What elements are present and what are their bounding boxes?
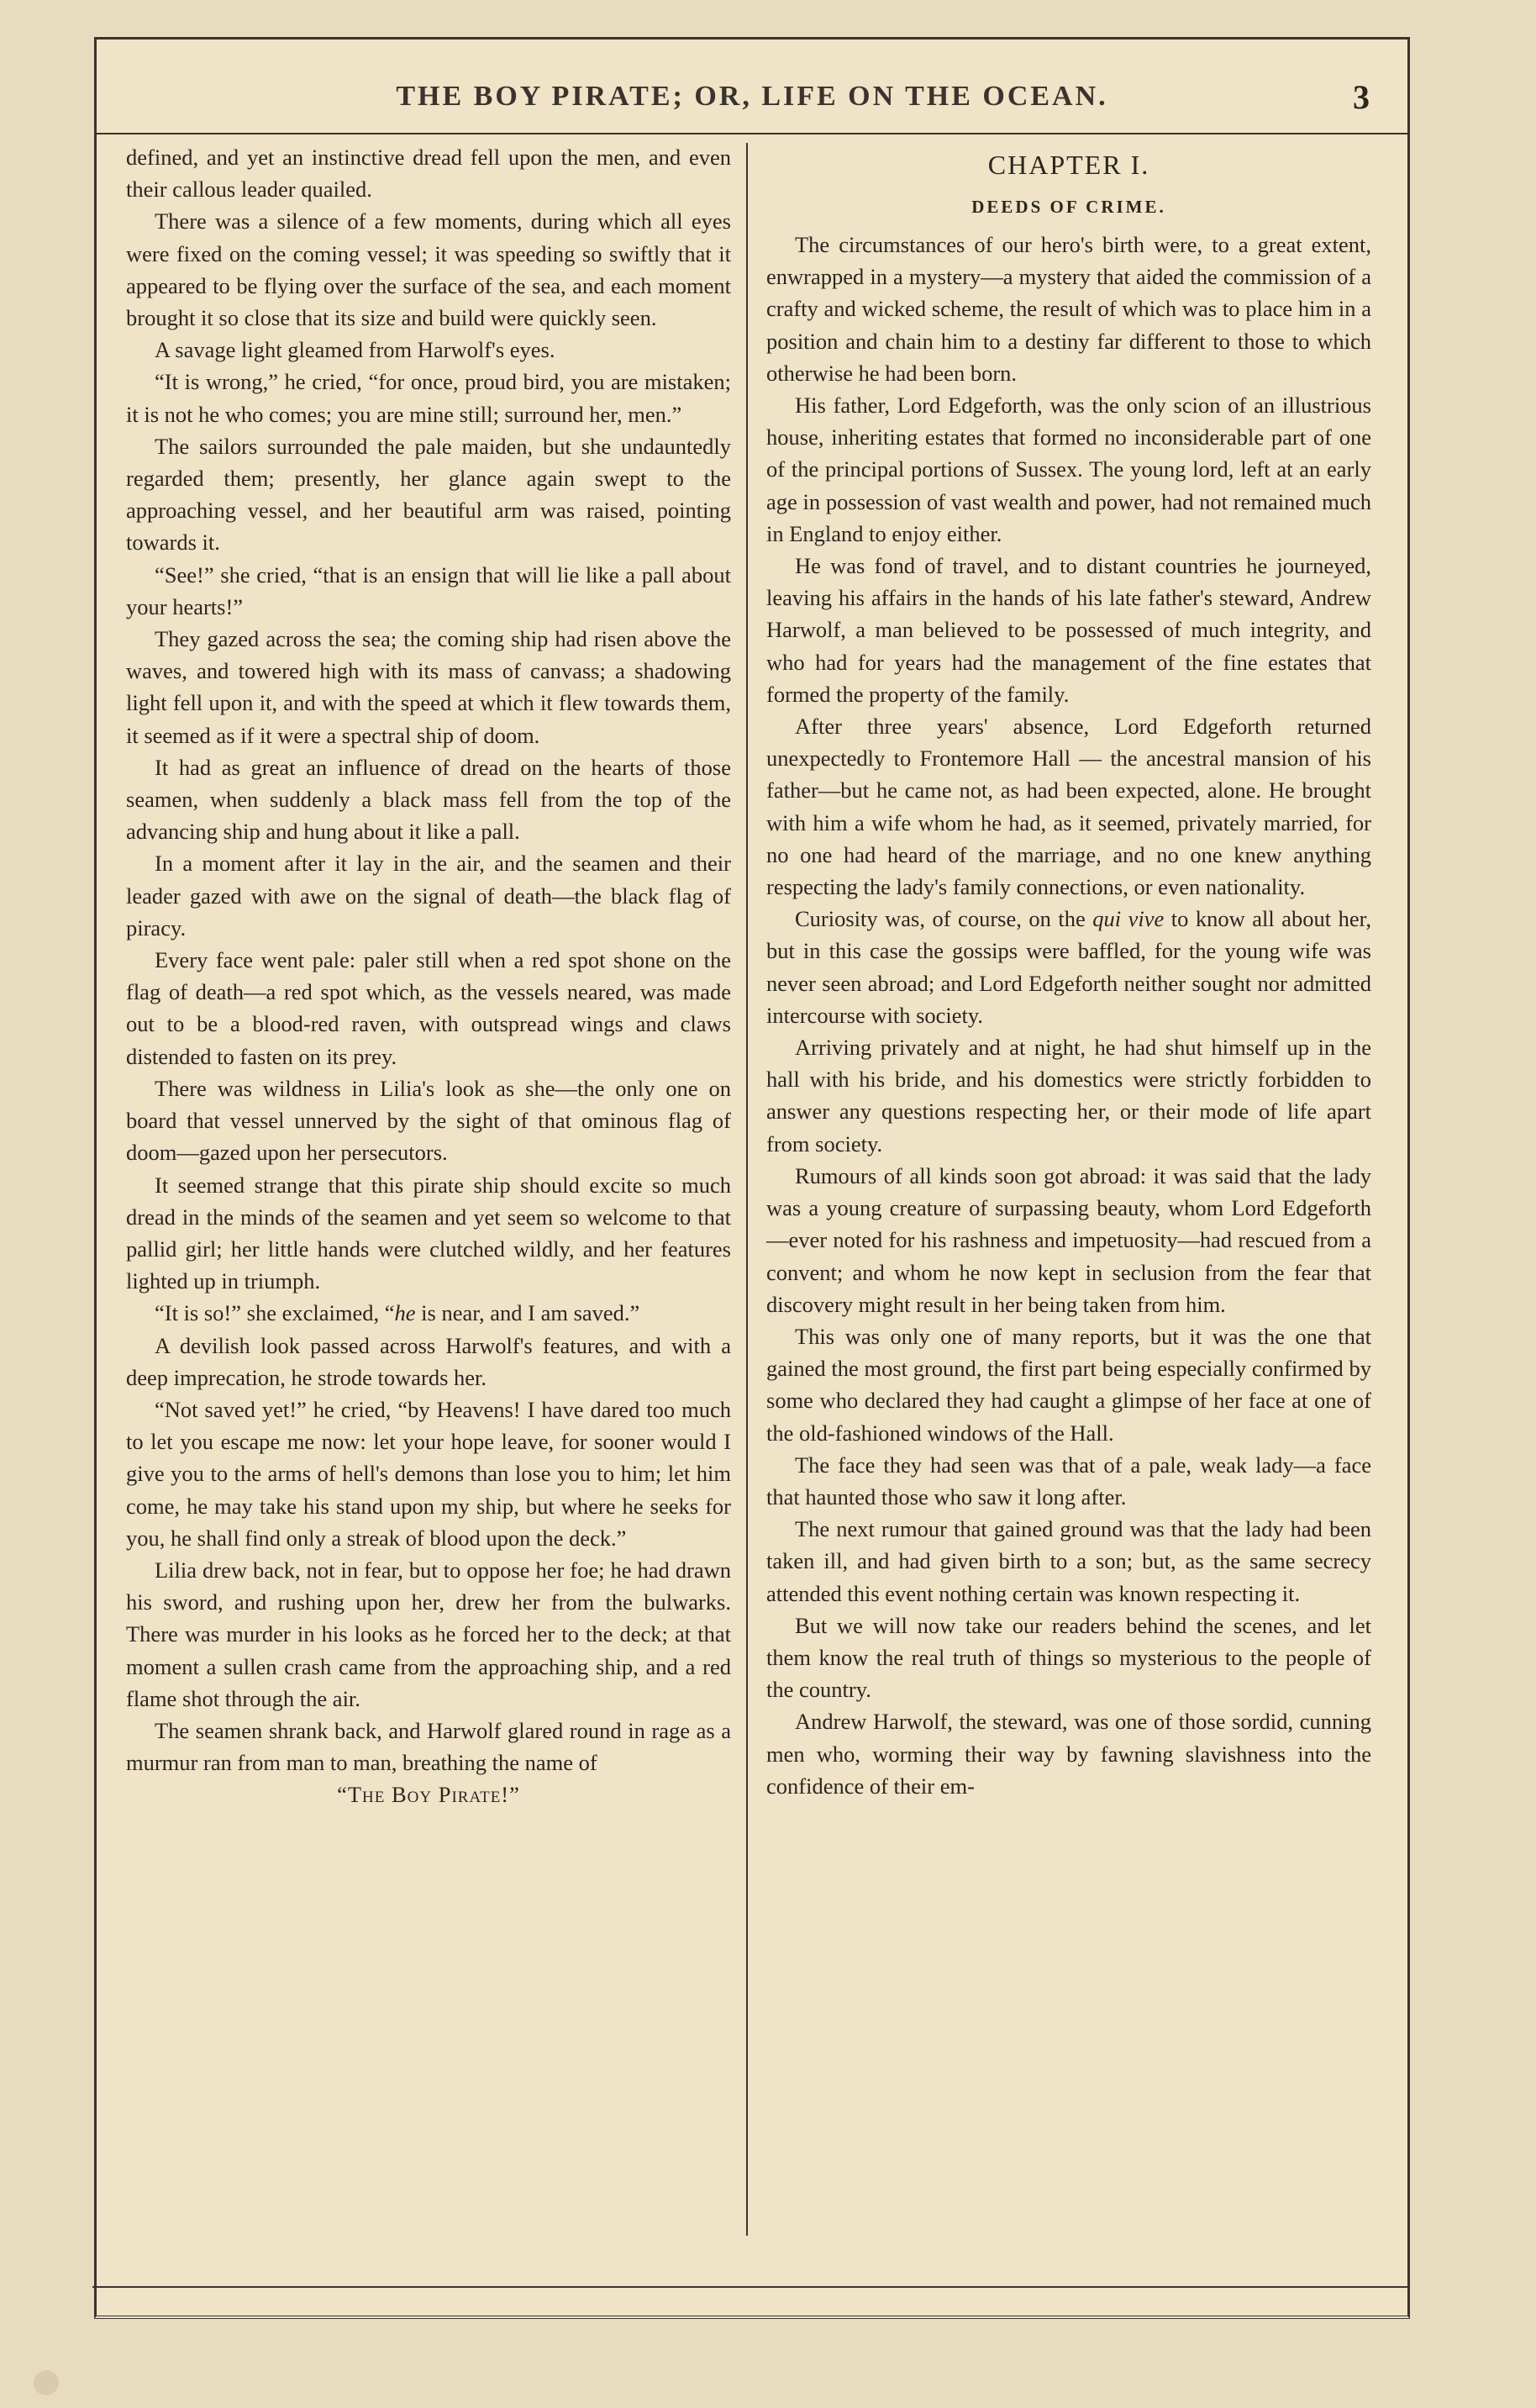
header-rule [97, 133, 1407, 134]
paragraph: Every face went pale: paler still when a red spot shone on the flag of death—a red spot which, as the vessels neared, was made out to be a blood-red raven, with outspread wings and claws distended to fasten on its prey. [126, 947, 731, 1069]
paragraph: A devilish look passed across Harwolf's features, and with a deep imprecation, he strode towards her. [126, 1332, 731, 1390]
chapter-subtitle: DEEDS OF CRIME. [971, 197, 1166, 217]
paragraph: The circumstances of our hero's birth were, to a great extent, enwrapped in a mystery—a mystery that aided the commission of a crafty and wicked scheme, the result of which was to place him in a position and chain him to a destiny far different to those to which otherwise he had been born. [766, 232, 1371, 386]
text-run: to know all about her, but in this case the gossips were baffled, for the young wife was never seen abroad; and Lord Edgeforth neither sought nor admitted intercourse with society. [766, 906, 1371, 1028]
closing-line: “The Boy Pirate!” [337, 1782, 520, 1808]
paragraph: The sailors surrounded the pale maiden, but she undauntedly regarded them; presently, her glance again swept to the approaching vessel, and her beautiful arm was raised, pointing towards it. [126, 433, 731, 556]
left-column [126, 141, 731, 1811]
paragraph: “It is wrong,” he cried, “for once, proud bird, you are mistaken; it is not he who comes; you are mine still; surround her, men.” [126, 369, 731, 427]
paragraph: There was a silence of a few moments, during which all eyes were fixed on the coming vessel; it was speeding so swiftly that it appeared to be flying over the surface of the sea, and each moment brought it so close that its size and build were quickly seen. [126, 208, 731, 331]
text-run: “It is so!” she exclaimed, “ [155, 1300, 395, 1326]
chapter-title: CHAPTER I. [987, 150, 1150, 180]
paper-stain [34, 2370, 59, 2395]
paragraph: This was only one of many reports, but it was the one that gained the most ground, the first part being especially confirmed by some who declared they had caught a glimpse of her face at one of the old-fashioned windows of the Hall. [766, 1323, 1371, 1446]
paragraph: defined, and yet an instinctive dread fell upon the men, and even their callous leader quailed. [126, 145, 731, 203]
paragraph: The seamen shrank back, and Harwolf glared round in rage as a murmur ran from man to man, breathing the name of [126, 1717, 731, 1776]
paragraph: He was fond of travel, and to distant countries he journeyed, leaving his affairs in the hands of his late father's steward, Andrew Harwolf, a man believed to be possessed of much integrity, and who had for years had the management of the fine estates that formed the property of the family. [766, 553, 1371, 707]
paragraph: Rumours of all kinds soon got abroad: it was said that the lady was a young creature of surpassing beauty, whom Lord Edgeforth—ever noted for his rashness and impetuosity—had rescued from a convent; and whom he now kept in seclusion from the fear that discovery might result in her being taken from him. [766, 1162, 1371, 1317]
paragraph: It seemed strange that this pirate ship should excite so much dread in the minds of the seamen and yet seem so welcome to that pallid girl; her little hands were clutched wildly, and her features lighted up in triumph. [126, 1172, 731, 1294]
paragraph: In a moment after it lay in the air, and the seamen and their leader gazed with awe on the signal of death—the black flag of piracy. [126, 851, 731, 941]
paragraph: The next rumour that gained ground was that the lady had been taken ill, and had given birth to a son; but, as the same secrecy attended this event nothing certain was known respecting it. [766, 1516, 1371, 1606]
right-column [766, 141, 1371, 1802]
text-run: Curiosity was, of course, on the [795, 906, 1093, 932]
paragraph [766, 903, 1371, 1031]
italic-text: qui vive [1092, 906, 1165, 932]
paragraph: His father, Lord Edgeforth, was the only scion of an illustrious house, inheriting estates that formed no inconsiderable part of one of the principal portions of Sussex. The young lord, left at an early age in possession of vast wealth and power, had not remained much in England to enjoy either. [766, 393, 1371, 546]
italic-text: he [394, 1300, 416, 1326]
paragraph: There was wildness in Lilia's look as she—the only one on board that vessel unnerved by the sight of that ominous flag of doom—gazed upon her persecutors. [126, 1075, 731, 1166]
running-title: THE BOY PIRATE; OR, LIFE ON THE OCEAN. [396, 81, 1108, 112]
paragraph: The face they had seen was that of a pale, weak lady—a face that haunted those who saw it long after. [766, 1452, 1371, 1510]
paragraph: Andrew Harwolf, the steward, was one of those sordid, cunning men who, worming their way by fawning slavishness into the confidence of their em- [766, 1709, 1371, 1799]
column-divider [746, 143, 748, 2236]
page-number: 3 [1353, 78, 1370, 116]
paragraph: After three years' absence, Lord Edgeforth returned unexpectedly to Frontemore Hall — the ancestral mansion of his father—but he came not, as had been expected, alone. He brought with him a wife whom he had, as it seemed, privately married, for no one had heard of the marriage, and no one knew anything respecting the lady's family connections, or even nationality. [766, 714, 1371, 900]
paragraph: Lilia drew back, not in fear, but to oppose her foe; he had drawn his sword, and rushing upon her, drew her from the bulwarks. There was murder in his looks as he forced her to the deck; at that moment a sullen crash came from the approaching ship, and a red flame shot through the air. [126, 1557, 731, 1711]
text-run: is near, and I am saved.” [415, 1300, 640, 1326]
bottom-rule [92, 2286, 1407, 2288]
paragraph: But we will now take our readers behind the scenes, and let them know the real truth of things so mysterious to the people of the country. [766, 1612, 1371, 1703]
paragraph: Arriving privately and at night, he had shut himself up in the hall with his bride, and his domestics were strictly forbidden to answer any questions respecting her, or their mode of life apart from society. [766, 1035, 1371, 1157]
paragraph: They gazed across the sea; the coming ship had risen above the waves, and towered high with its mass of canvass; a shadowing light fell upon it, and with the speed at which it flew towards them, it seemed as if it were a spectral ship of doom. [126, 626, 731, 748]
paragraph [126, 1297, 731, 1329]
paragraph: “Not saved yet!” he cried, “by Heavens! I have dared too much to let you escape me now: let your hope leave, for sooner would I give you to the arms of hell's demons than lose you to him; let him come, he may take his stand upon my ship, but where he seeks for you, he shall find only a streak of blood upon the deck.” [126, 1396, 731, 1551]
paragraph: “See!” she cried, “that is an ensign that will lie like a pall about your hearts!” [126, 561, 731, 619]
paragraph: A savage light gleamed from Harwolf's eyes. [155, 337, 555, 363]
running-head [101, 77, 1403, 128]
paragraph: It had as great an influence of dread on the hearts of those seamen, when suddenly a black mass fell from the top of the advancing ship and hung about it like a pall. [126, 754, 731, 845]
